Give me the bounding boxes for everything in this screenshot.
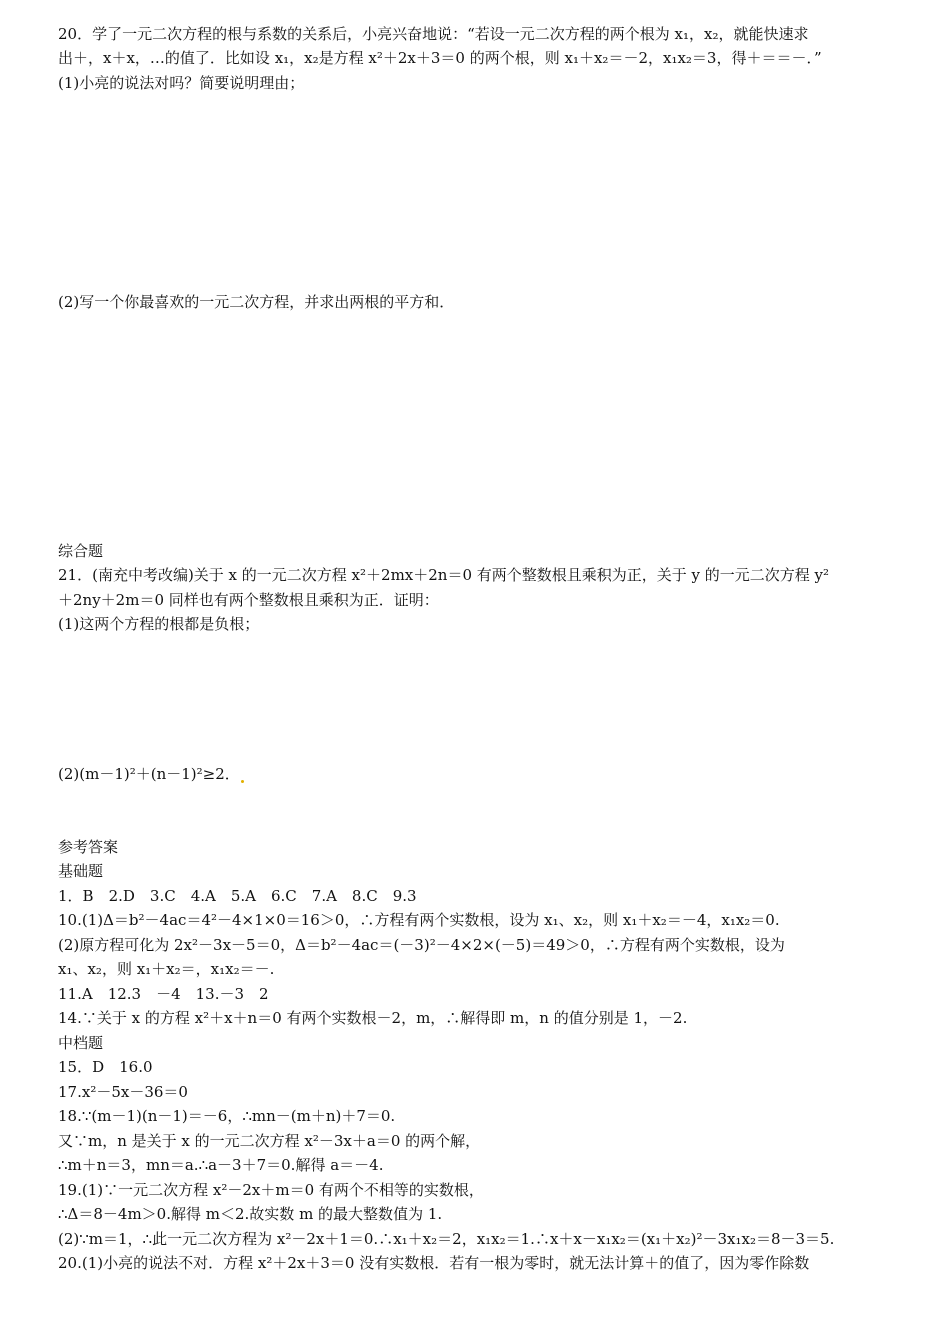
section-heading-comprehensive: 综合题	[58, 542, 104, 560]
q21-part-2-text: (2)(m－1)²＋(n－1)²≥2．	[58, 765, 240, 783]
answer-line: 17.x²－5x－36＝0	[58, 1083, 188, 1101]
answer-line: 18.∵(m－1)(n－1)＝－6，∴mn－(m＋n)＋7＝0.	[58, 1107, 396, 1125]
answers-heading: 参考答案	[58, 838, 119, 856]
answer-line: ∴Δ＝8－4m＞0.解得 m＜2.故实数 m 的最大整数值为 1.	[58, 1205, 443, 1223]
q20-line-2: 出＋，x＋x，…的值了．比如设 x₁，x₂是方程 x²＋2x＋3＝0 的两个根，则 x₁＋x₂＝－2，x₁x₂＝3，得＋＝＝－．”	[58, 49, 822, 67]
answer-line: 11.A 12.3 －4 13.－3 2	[58, 985, 269, 1003]
q20-part-2: (2)写一个你最喜欢的一元二次方程，并求出两根的平方和．	[58, 293, 455, 311]
answer-line: 又∵m，n 是关于 x 的一元二次方程 x²－3x＋a＝0 的两个解，	[58, 1132, 481, 1150]
q21-line-2: ＋2ny＋2m＝0 同样也有两个整数根且乘积为正．证明：	[58, 591, 439, 609]
q21-line-1: 21．(南充中考改编)关于 x 的一元二次方程 x²＋2mx＋2n＝0 有两个整数根且乘积为正，关于 y 的一元二次方程 y²	[58, 566, 830, 584]
q20-part-1: (1)小亮的说法对吗？简要说明理由；	[58, 74, 305, 92]
q21-part-2	[58, 762, 898, 786]
q21-part-1: (1)这两个方程的根都是负根；	[58, 615, 260, 633]
answer-line: 20.(1)小亮的说法不对．方程 x²＋2x＋3＝0 没有实数根．若有一根为零时，就无法计算＋的值了，因为零作除数	[58, 1254, 810, 1272]
answer-line: 14.∵关于 x 的方程 x²＋x＋n＝0 有两个实数根－2，m，∴解得即 m，n 的值分别是 1，－2.	[58, 1009, 688, 1027]
answers-mid-heading: 中档题	[58, 1034, 104, 1052]
answer-line: (2)∵m＝1，∴此一元二次方程为 x²－2x＋1＝0.∴x₁＋x₂＝2，x₁x₂＝1.∴x＋x－x₁x₂＝(x₁＋x₂)²－3x₁x₂＝8－3＝5.	[58, 1230, 835, 1248]
mark-dot	[241, 780, 244, 783]
answer-line: x₁、x₂，则 x₁＋x₂＝，x₁x₂＝－.	[58, 960, 275, 978]
answers-basic-heading: 基础题	[58, 862, 104, 880]
answer-line: 1．B 2.D 3.C 4.A 5.A 6.C 7.A 8.C 9.3	[58, 887, 417, 905]
q20-line-1: 20．学了一元二次方程的根与系数的关系后，小亮兴奋地说：“若设一元二次方程的两个根为 x₁，x₂，就能快速求	[58, 25, 809, 43]
answer-line: 19.(1)∵一元二次方程 x²－2x＋m＝0 有两个不相等的实数根，	[58, 1181, 484, 1199]
answer-line: ∴m＋n＝3，mn＝a.∴a－3＋7＝0.解得 a＝－4.	[58, 1156, 384, 1174]
answer-line: 10.(1)Δ＝b²－4ac＝4²－4×1×0＝16＞0，∴方程有两个实数根，设为 x₁、x₂，则 x₁＋x₂＝－4，x₁x₂＝0.	[58, 911, 780, 929]
answer-line: (2)原方程可化为 2x²－3x－5＝0，Δ＝b²－4ac＝(－3)²－4×2×(－5)＝49＞0，∴方程有两个实数根，设为	[58, 936, 785, 954]
answer-line: 15．D 16.0	[58, 1058, 153, 1076]
